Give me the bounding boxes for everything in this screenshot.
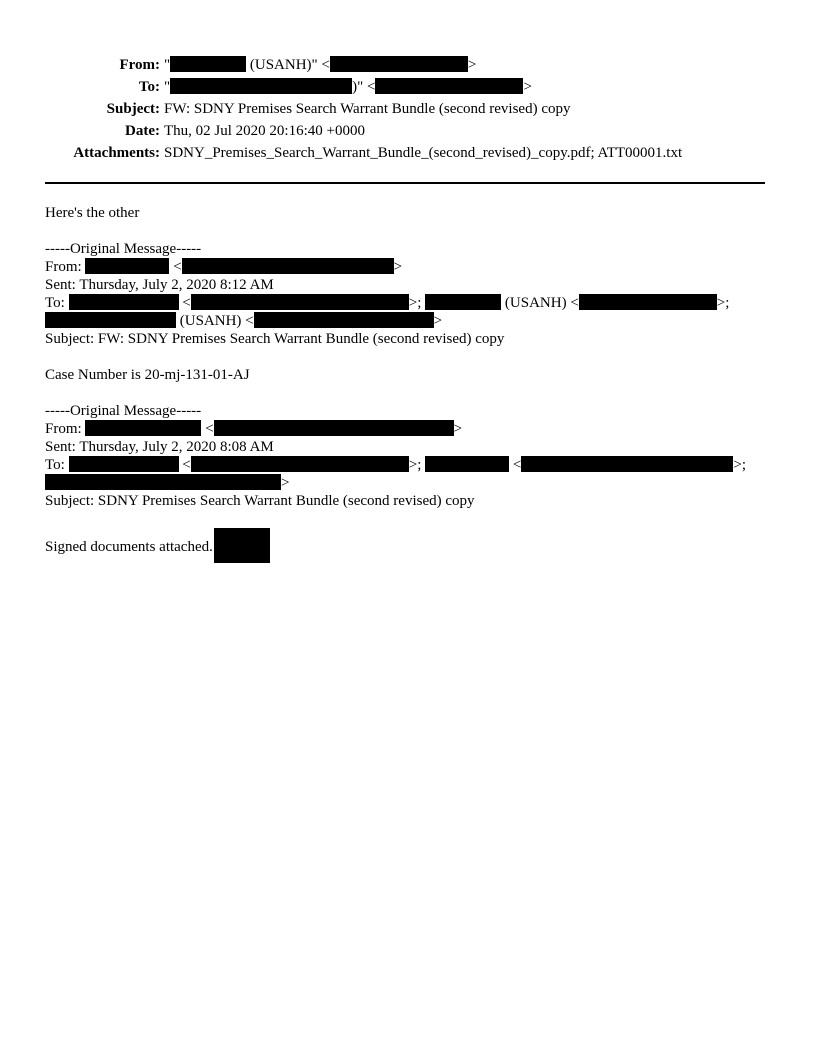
subject-label: Subject:	[106, 101, 160, 117]
usanh: (USANH) <	[176, 313, 254, 329]
gt-semi: >;	[408, 295, 426, 311]
msg2-to-cont-line	[45, 474, 775, 492]
msg1-to-line	[45, 294, 775, 312]
signed-line	[45, 528, 775, 555]
header-to-row	[0, 76, 816, 98]
redaction	[191, 294, 409, 310]
header-divider	[45, 182, 765, 184]
original-message-separator: -----Original Message-----	[45, 403, 202, 419]
gt-semi: >;	[733, 457, 747, 473]
bracket: >	[467, 57, 477, 73]
redaction	[579, 294, 717, 310]
from-label: From:	[45, 421, 86, 437]
redaction	[214, 528, 270, 563]
signed-text: Signed documents attached.	[45, 539, 213, 555]
gt-semi: >;	[716, 295, 730, 311]
usanh: (USANH) <	[501, 295, 579, 311]
to-mid: )" <	[352, 79, 376, 95]
lt: <	[169, 259, 182, 275]
header-date-row	[0, 120, 816, 142]
header-attachments-row	[0, 142, 816, 164]
attachments-label: Attachments:	[73, 145, 160, 161]
msg1-from-line	[45, 258, 775, 276]
to-label: To:	[45, 457, 69, 473]
redaction	[182, 258, 394, 274]
gt: >	[281, 475, 290, 491]
header-from-row	[0, 54, 816, 76]
lt: <	[178, 295, 191, 311]
redaction	[45, 312, 176, 328]
bracket: >	[523, 79, 532, 95]
quote: "	[164, 57, 171, 73]
date-value: Thu, 02 Jul 2020 20:16:40 +0000	[164, 123, 365, 139]
from-label: From:	[45, 259, 86, 275]
redaction	[521, 456, 733, 472]
msg2-subject-line: Subject: SDNY Premises Search Warrant Bundle (second revised) copy	[45, 493, 475, 509]
redaction	[425, 456, 509, 472]
lt: <	[509, 457, 522, 473]
gt: >	[433, 313, 443, 329]
redaction	[214, 420, 454, 436]
redaction	[85, 258, 169, 274]
msg1-to-cont-line	[45, 312, 775, 330]
msg2-sent-line: Sent: Thursday, July 2, 2020 8:08 AM	[45, 439, 274, 455]
redaction	[191, 456, 409, 472]
redaction	[170, 56, 246, 72]
msg1-sent-line: Sent: Thursday, July 2, 2020 8:12 AM	[45, 277, 274, 293]
redaction	[330, 56, 468, 72]
redaction	[170, 78, 352, 94]
msg2-from-line	[45, 420, 775, 438]
attachments-value: SDNY_Premises_Search_Warrant_Bundle_(second_revised)_copy.pdf; ATT00001.txt	[164, 145, 683, 161]
email-body	[45, 204, 775, 555]
redaction	[45, 474, 281, 490]
redaction	[69, 294, 179, 310]
redaction	[69, 456, 179, 472]
date-label: Date:	[125, 123, 160, 139]
subject-value: FW: SDNY Premises Search Warrant Bundle (second revised) copy	[164, 101, 571, 117]
from-label: From:	[119, 57, 160, 73]
lt: <	[178, 457, 191, 473]
msg1-subject-line: Subject: FW: SDNY Premises Search Warrant Bundle (second revised) copy	[45, 331, 505, 347]
redaction	[375, 78, 523, 94]
gt: >	[393, 259, 403, 275]
redaction	[85, 420, 201, 436]
msg2-to-line	[45, 456, 775, 474]
email-header	[0, 54, 816, 164]
to-label: To:	[45, 295, 69, 311]
gt-semi: >;	[408, 457, 426, 473]
from-org: (USANH)" <	[246, 57, 330, 73]
case-number-line: Case Number is 20-mj-131-01-AJ	[45, 367, 250, 383]
header-subject-row	[0, 98, 816, 120]
redaction	[254, 312, 434, 328]
gt: >	[453, 421, 463, 437]
from-value	[164, 54, 476, 76]
intro-line: Here's the other	[45, 205, 140, 221]
to-value	[164, 76, 532, 98]
lt: <	[201, 421, 214, 437]
original-message-separator: -----Original Message-----	[45, 241, 202, 257]
quote: "	[164, 79, 171, 95]
redaction	[425, 294, 501, 310]
to-label: To:	[138, 79, 160, 95]
